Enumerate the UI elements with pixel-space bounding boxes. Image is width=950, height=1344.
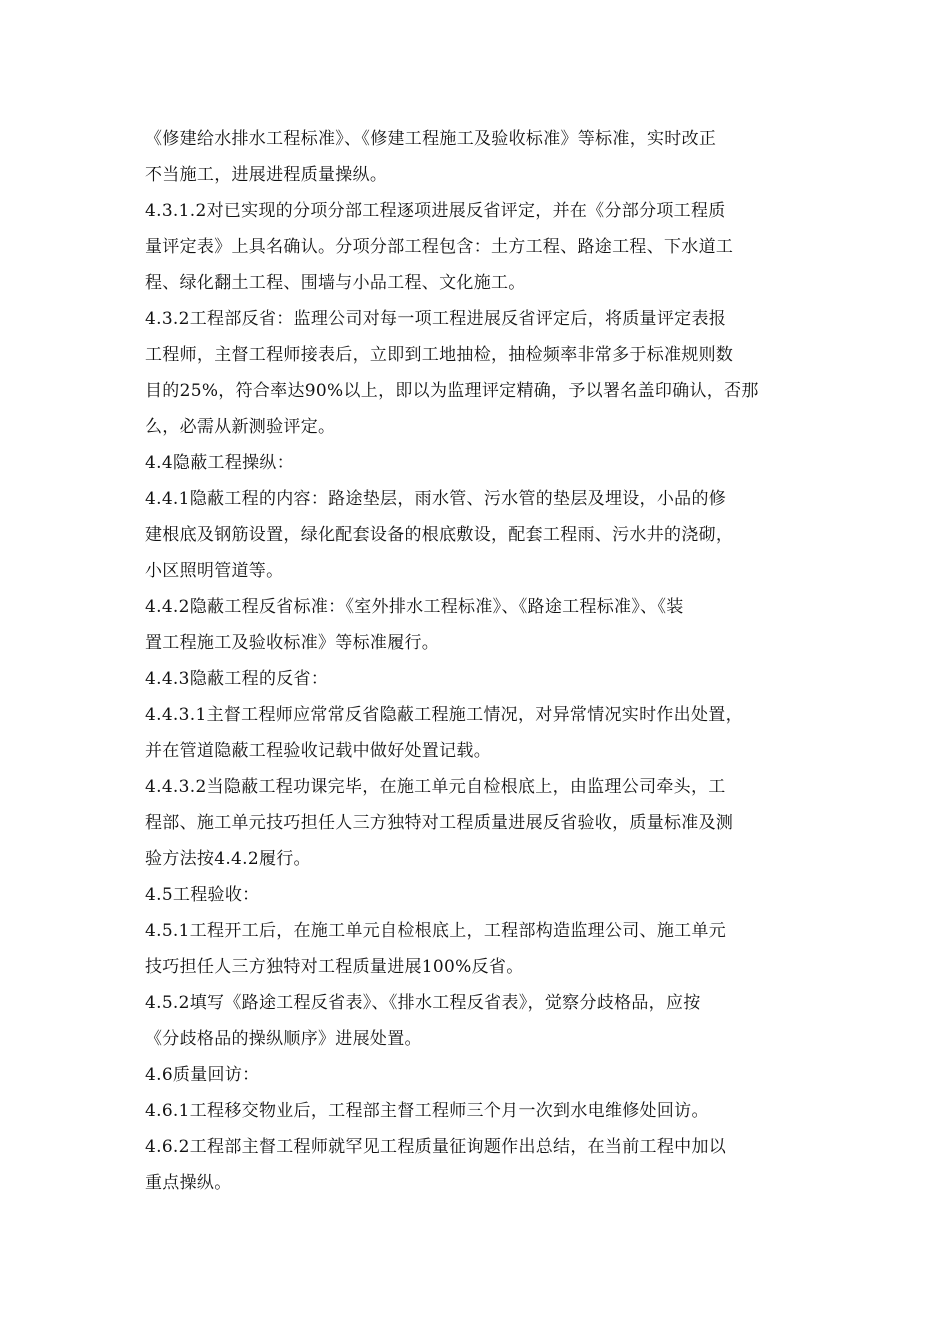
section-heading: 4.5工程验收： xyxy=(145,885,260,905)
text-line: 么，必需从新测验评定。 xyxy=(145,417,336,437)
text-line: 4.6.2工程部主督工程师就罕见工程质量征询题作出总结，在当前工程中加以 xyxy=(145,1137,727,1157)
text-line: 4.4.3.2当隐蔽工程功课完毕，在施工单元自检根底上，由监理公司牵头，工 xyxy=(145,777,726,797)
text-line: 不当施工，进展进程质量操纵。 xyxy=(145,165,388,185)
text-line: 工程师，主督工程师接表后，立即到工地抽检，抽检频率非常多于标准规则数 xyxy=(145,345,734,365)
text-line: 置工程施工及验收标准》等标准履行。 xyxy=(145,633,440,653)
text-line: 目的25%，符合率达90%以上，即以为监理评定精确，予以署名盖印确认，否那 xyxy=(145,381,759,401)
text-line: 4.5.2填写《路途工程反省表》、《排水工程反省表》，觉察分歧格品，应按 xyxy=(145,993,701,1013)
text-line: 4.3.2工程部反省：监理公司对每一项工程进展反省评定后，将质量评定表报 xyxy=(145,309,727,329)
text-line: 量评定表》上具名确认。分项分部工程包含：土方工程、路途工程、下水道工 xyxy=(145,237,734,257)
section-heading: 4.4.3隐蔽工程的反省： xyxy=(145,669,329,689)
text-line: 程、绿化翻土工程、围墙与小品工程、文化施工。 xyxy=(145,273,526,293)
text-line: 并在管道隐蔽工程验收记载中做好处置记载。 xyxy=(145,741,491,761)
section-heading: 4.6质量回访： xyxy=(145,1065,260,1085)
text-line: 技巧担任人三方独特对工程质量进展100%反省。 xyxy=(145,957,524,977)
text-line: 验方法按4.4.2履行。 xyxy=(145,849,311,869)
text-line: 4.4.1隐蔽工程的内容：路途垫层，雨水管、污水管的垫层及埋设，小品的修 xyxy=(145,489,727,509)
text-line: 小区照明管道等。 xyxy=(145,561,284,581)
text-line: 4.4.3.1主督工程师应常常反省隐蔽工程施工情况，对异常情况实时作出处置， xyxy=(145,705,743,725)
document-body xyxy=(145,121,815,1201)
text-line: 4.4.2隐蔽工程反省标准：《室外排水工程标准》、《路途工程标准》、《装 xyxy=(145,597,684,617)
text-line: 4.5.1工程开工后，在施工单元自检根底上，工程部构造监理公司、施工单元 xyxy=(145,921,727,941)
text-line: 4.6.1工程移交物业后，工程部主督工程师三个月一次到水电维修处回访。 xyxy=(145,1101,709,1121)
text-line: 4.3.1.2对已实现的分项分部工程逐项进展反省评定，并在《分部分项工程质 xyxy=(145,201,726,221)
text-line: 《修建给水排水工程标准》、《修建工程施工及验收标准》等标准，实时改正 xyxy=(145,129,717,149)
text-line: 程部、施工单元技巧担任人三方独特对工程质量进展反省验收，质量标准及测 xyxy=(145,813,734,833)
text-line: 《分歧格品的操纵顺序》进展处置。 xyxy=(145,1029,422,1049)
text-line: 重点操纵。 xyxy=(145,1173,232,1193)
text-line: 建根底及钢筋设置，绿化配套设备的根底敷设，配套工程雨、污水井的浇砌， xyxy=(145,525,734,545)
section-heading: 4.4隐蔽工程操纵： xyxy=(145,453,295,473)
